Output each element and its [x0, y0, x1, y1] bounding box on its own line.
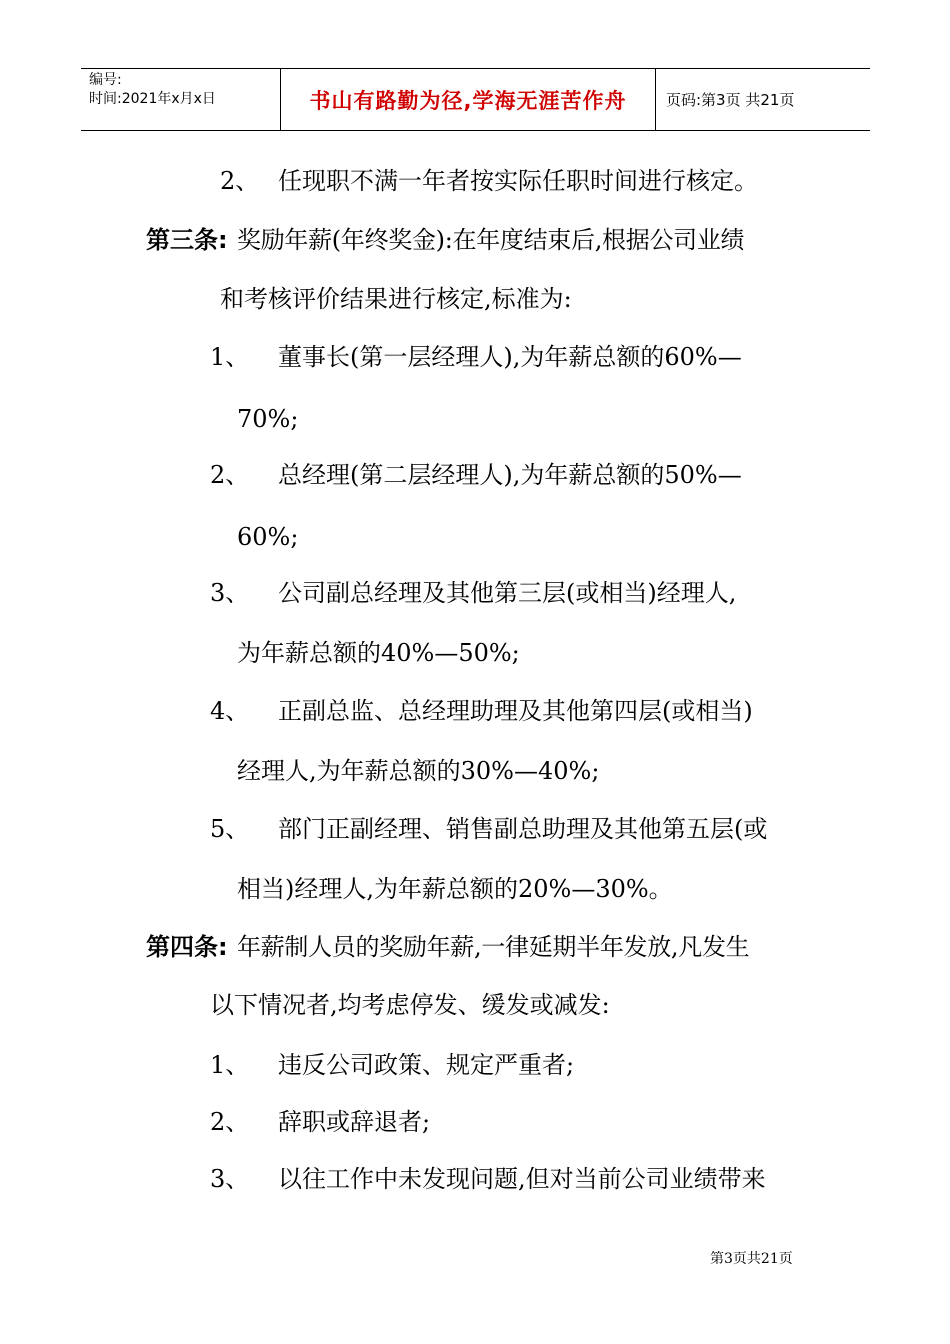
- date-label: 时间:2021年x月x日: [89, 91, 216, 107]
- paragraph-line: 总经理(第二层经理人),为年薪总额的50%—: [278, 461, 742, 489]
- list-number: 1、: [210, 1051, 250, 1079]
- paragraph-line: 和考核评价结果进行核定,标准为:: [220, 285, 572, 313]
- list-number: 3、: [210, 579, 250, 607]
- list-number: 4、: [210, 697, 250, 725]
- paragraph-line: 以往工作中未发现问题,但对当前公司业绩带来: [278, 1165, 766, 1193]
- list-number: 2、: [210, 461, 250, 489]
- paragraph-line: 公司副总经理及其他第三层(或相当)经理人,: [278, 579, 737, 607]
- article-heading: 第三条:: [146, 226, 228, 254]
- paragraph-line: 70%;: [237, 405, 299, 433]
- paragraph-line: 部门正副经理、销售副总助理及其他第五层(或: [278, 815, 768, 843]
- paragraph-line: 60%;: [237, 523, 299, 551]
- paragraph-line: 年薪制人员的奖励年薪,一律延期半年发放,凡发生: [237, 933, 750, 961]
- header-meta: [81, 69, 281, 130]
- number-label: 编号:: [89, 72, 122, 88]
- page-footer: 第3页共21页: [710, 1251, 793, 1267]
- header-page-info: 页码:第3页 共21页: [666, 91, 795, 109]
- document-header: [81, 68, 870, 131]
- article-heading: 第四条:: [146, 933, 228, 961]
- paragraph-line: 相当)经理人,为年薪总额的20%—30%。: [237, 875, 673, 903]
- list-number: 5、: [210, 815, 250, 843]
- list-number: 1、: [210, 343, 250, 371]
- paragraph-line: 违反公司政策、规定严重者;: [278, 1051, 575, 1079]
- paragraph-line: 为年薪总额的40%—50%;: [237, 639, 520, 667]
- header-motto: 书山有路勤为径,学海无涯苦作舟: [281, 69, 656, 130]
- paragraph-line: 辞职或辞退者;: [278, 1108, 431, 1136]
- paragraph-line: 以下情况者,均考虑停发、缓发或减发:: [210, 991, 610, 1019]
- paragraph-line: 正副总监、总经理助理及其他第四层(或相当): [278, 697, 753, 725]
- list-number: 2、: [220, 167, 260, 195]
- paragraph-line: 奖励年薪(年终奖金):在年度结束后,根据公司业绩: [237, 226, 745, 254]
- list-number: 2、: [210, 1108, 250, 1136]
- paragraph-line: 董事长(第一层经理人),为年薪总额的60%—: [278, 343, 742, 371]
- paragraph-line: 经理人,为年薪总额的30%—40%;: [237, 757, 600, 785]
- paragraph-line: 任现职不满一年者按实际任职时间进行核定。: [278, 167, 758, 195]
- list-number: 3、: [210, 1165, 250, 1193]
